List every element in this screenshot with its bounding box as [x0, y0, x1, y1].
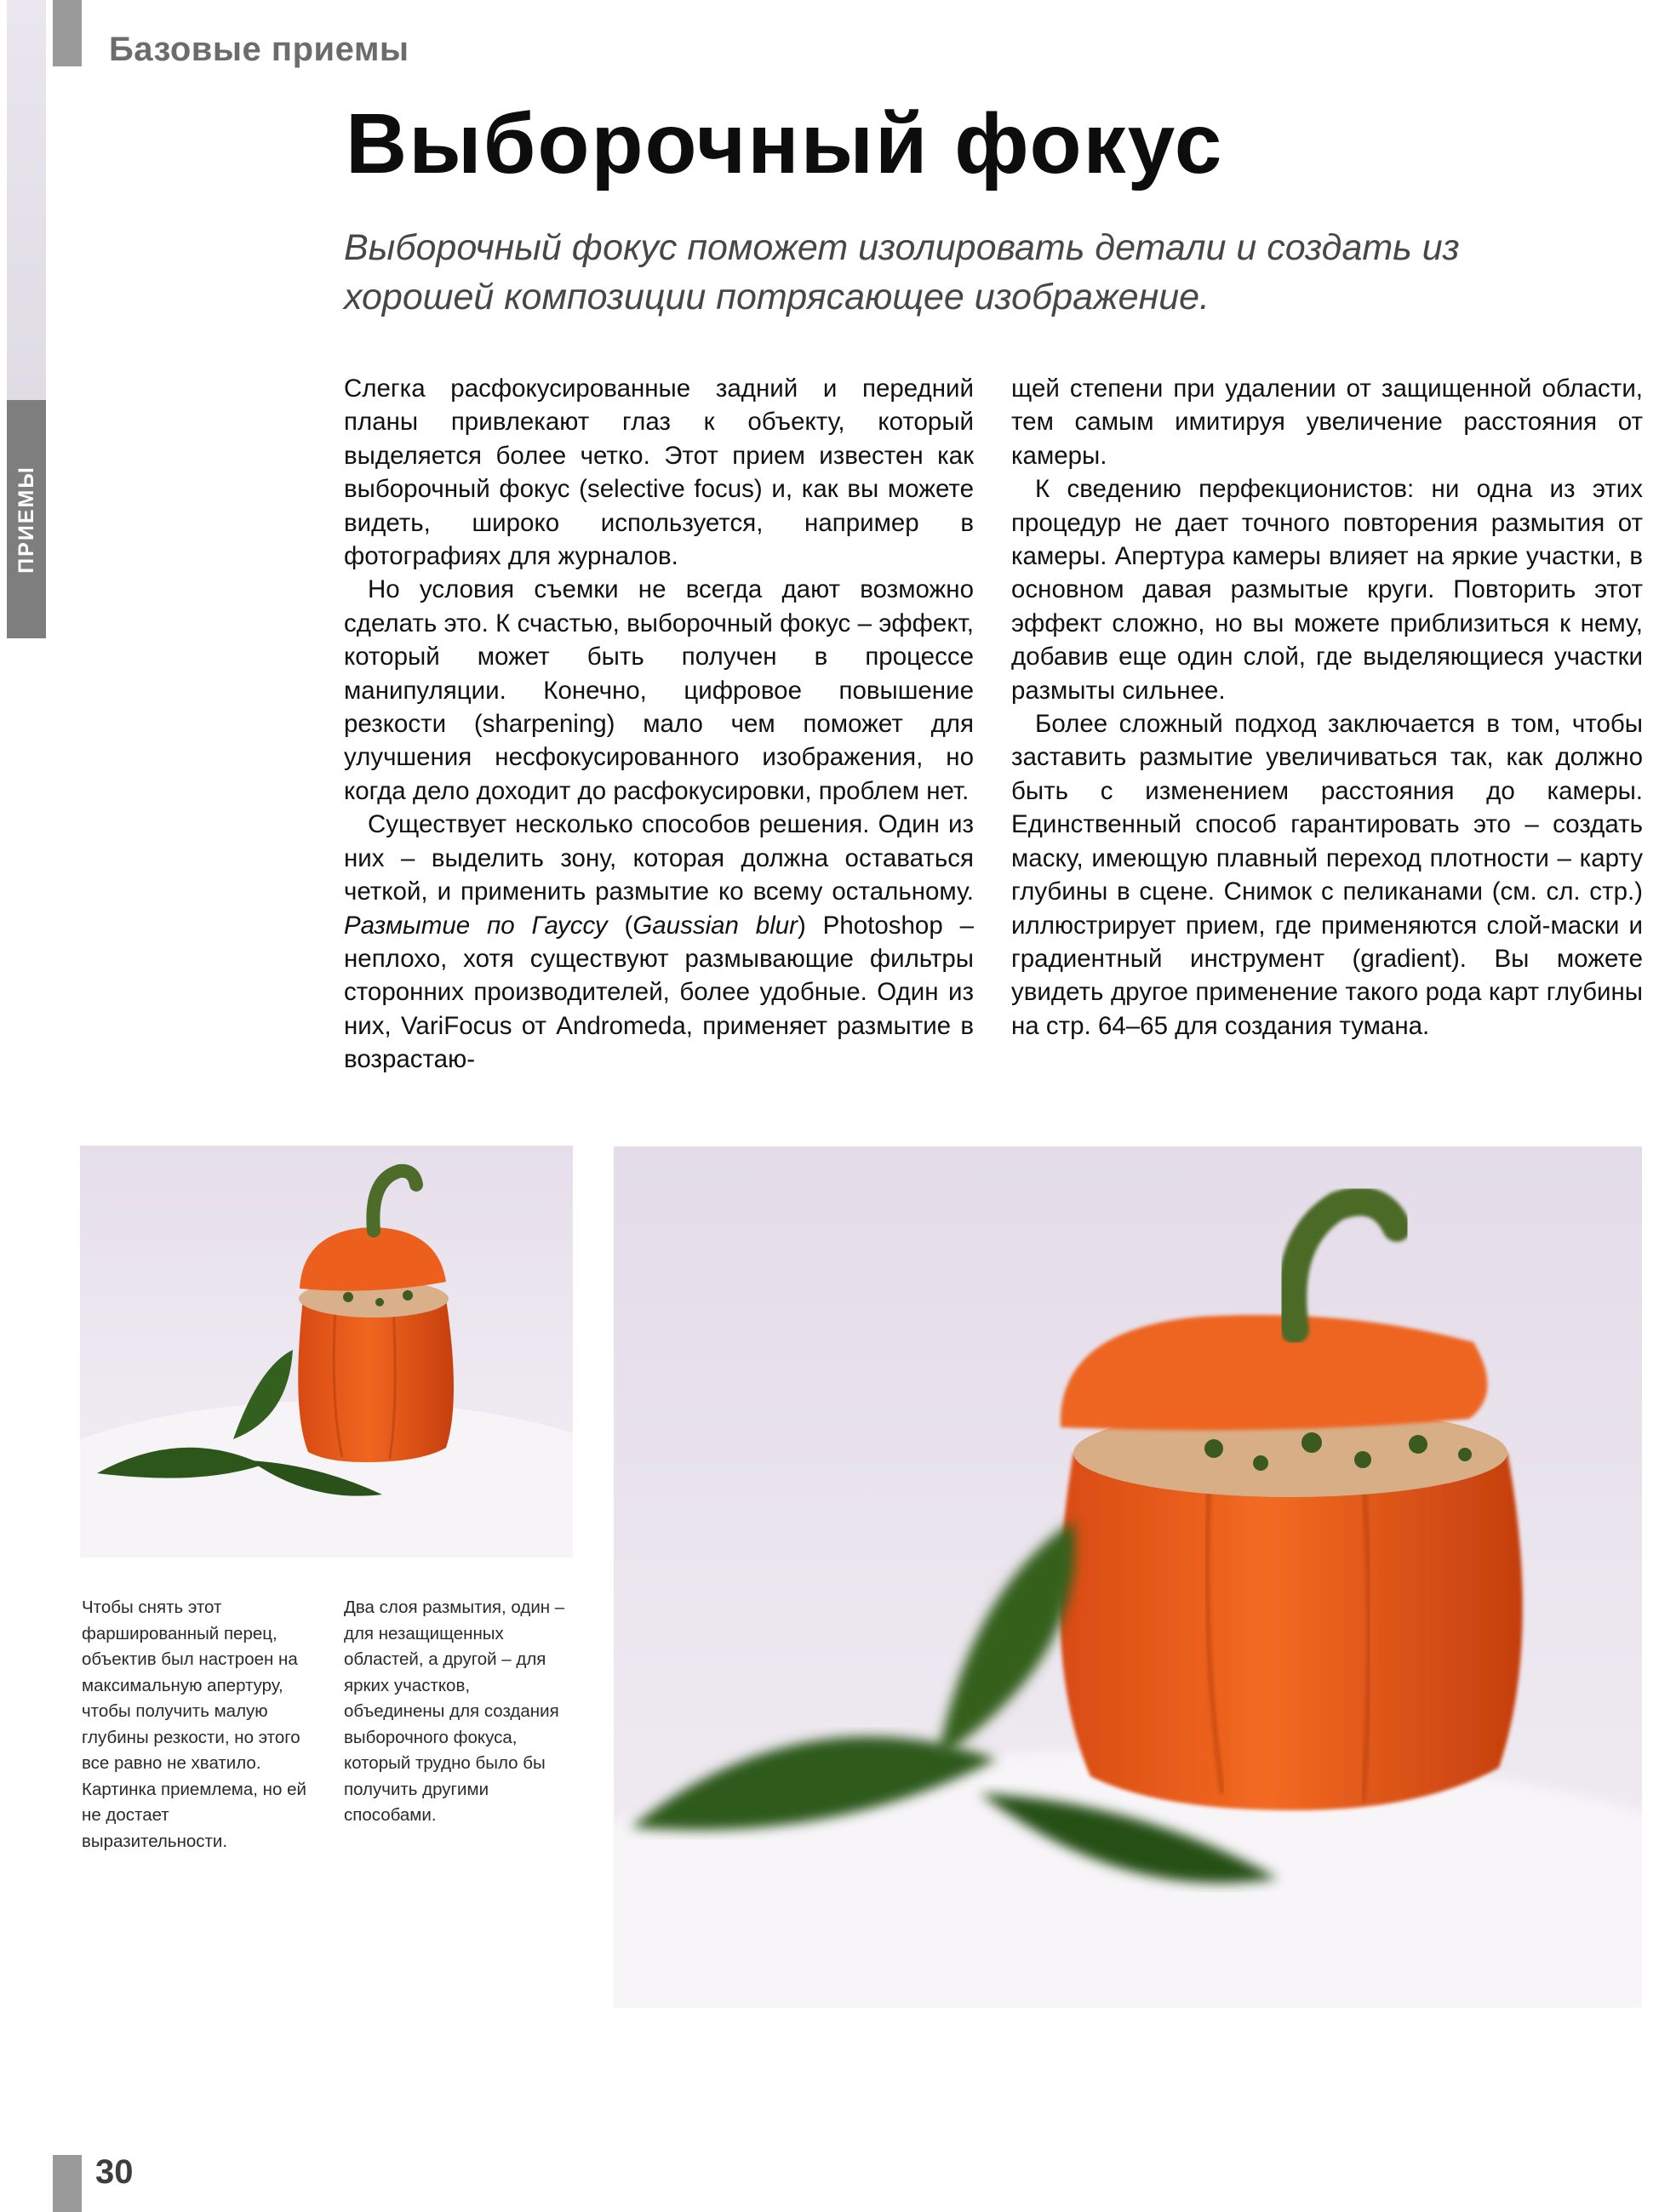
paren-open: (: [624, 911, 633, 940]
paragraph: щей степени при удалении от защищенной области, тем самым имитируя увеличение расстояния от камеры.: [1011, 374, 1643, 470]
header-marker-bar: [53, 0, 82, 66]
paragraph: Но условия съемки не всегда дают возможно сделать это. К счастью, выборочный фокус – эффект, который может быть получен в процессе манипуляции. Конечно, цифровое повышение резкости (sharpening) мало чем поможет для улучшения несфокусированного изображения, но когда дело доходит до расфокусировки, проблем нет.: [344, 575, 974, 805]
paragraph-text: Существует несколько способов решения. Один из них – выделить зону, которая должна оставаться четкой, и применить размытие ко всему остальному.: [344, 810, 974, 906]
section-label: Базовые приемы: [109, 31, 409, 68]
paragraph-text: ) Photoshop – неплохо, хотя существуют размывающие фильтры сторонних производителей, более удобные. Один из них, VariFocus от Andromeda, применяет размытие в возрастаю-: [344, 911, 974, 1074]
footer-marker-bar: [53, 2155, 82, 2212]
page-number: 30: [95, 2153, 134, 2191]
menu-command-name-en: Gaussian blur: [632, 911, 798, 940]
text-column-right: [1011, 372, 1643, 1043]
side-tab-label: ПРИЕМЫ: [14, 465, 38, 574]
menu-command-name: Размытие по Гауссу: [344, 911, 608, 940]
page-title: Выборочный фокус: [346, 96, 1224, 191]
pepper-photo-selective-focus: [614, 1146, 1642, 2008]
text-column-left: [344, 372, 974, 1077]
paragraph: Более сложный подход заключается в том, чтобы заставить размытие увеличиваться так, как должно быть с изменением расстояния до камеры. Единственный способ гарантировать это – создать маску, имеющую плавный переход плотности – карту глубины в сцене. Снимок с пеликанами (см. сл. стр.) иллюстрирует прием, где применяются слой-маски и градиентный инструмент (gradient). Вы можете увидеть другое применение такого рода карт глубины на стр. 64–65 для создания тумана.: [1011, 710, 1643, 1040]
paragraph: Слегка расфокусированные задний и передний планы привлекают глаз к объекту, который выделяется более четко. Этот прием известен как выборочный фокус (selective focus) и, как вы можете видеть, широко используется, например в фотографиях для журналов.: [344, 374, 974, 571]
side-tab-label-wrap: [7, 400, 46, 638]
paragraph: [344, 808, 974, 1076]
caption-selective-focus-photo: Два слоя размытия, один – для незащищенных областей, а другой – для ярких участков, объединены для создания выборочного фокуса, который трудно было бы получить другими способами.: [344, 1598, 565, 1825]
caption-original-photo: Чтобы снять этот фаршированный перец, объектив был настроен на максимальную апертуру, чтобы получить малую глубины резкости, но этого все равно не хватило. Картинка приемлема, но ей не достает выразительности.: [82, 1598, 306, 1851]
pepper-photo-original: [80, 1146, 573, 1558]
paragraph: К сведению перфекционистов: ни одна из этих процедур не дает точного повторения размытия от камеры. Апертура камеры влияет на яркие участки, в основном давая размытые круги. Повторить этот эффект сложно, но вы можете приблизиться к нему, добавив еще один слой, где выделяющиеся участки размыты сильнее.: [1011, 475, 1643, 705]
lead-paragraph: Выборочный фокус поможет изолировать детали и создать из хорошей композиции потрясающее изображение.: [344, 227, 1460, 317]
